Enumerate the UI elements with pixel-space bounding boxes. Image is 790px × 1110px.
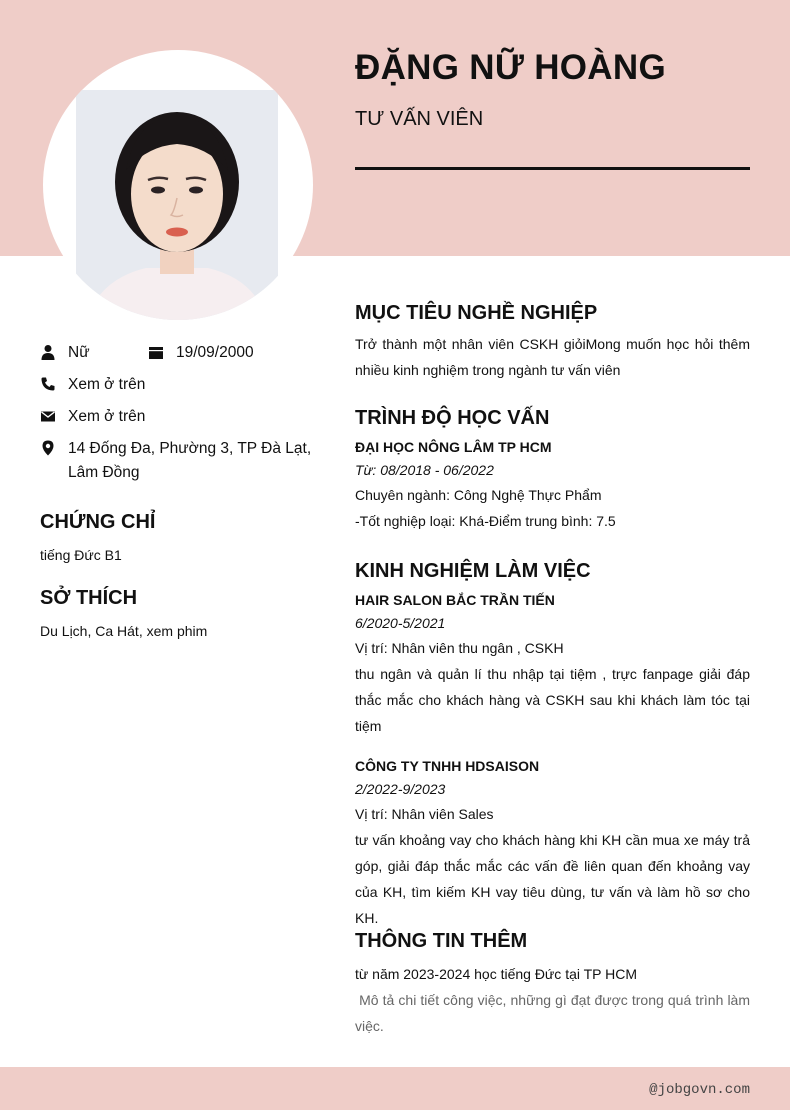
mail-icon — [40, 408, 56, 424]
hobbies-content: Du Lịch, Ca Hát, xem phim — [40, 623, 208, 639]
objective-title: MỤC TIÊU NGHỀ NGHIỆP — [355, 302, 598, 324]
experience-position: Vị trí: Nhân viên Sales — [355, 806, 494, 822]
experience-title: KINH NGHIỆM LÀM VIỆC — [355, 560, 591, 582]
experience-period: 2/2022-9/2023 — [355, 781, 446, 797]
education-grade: -Tốt nghiệp loại: Khá-Điểm trung bình: 7.5 — [355, 513, 616, 529]
gender-value: Nữ — [68, 344, 90, 361]
certificates-title: CHỨNG CHỈ — [40, 511, 156, 533]
calendar-icon — [148, 344, 164, 360]
experience-item — [355, 755, 750, 931]
address-row — [40, 437, 330, 485]
phone-icon — [40, 376, 56, 392]
email-row — [40, 405, 145, 429]
footer-brand: @jobgovn.com — [649, 1082, 750, 1098]
candidate-name: ĐẶNG NỮ HOÀNG — [355, 48, 666, 87]
profile-photo — [76, 90, 278, 320]
experience-position: Vị trí: Nhân viên thu ngân , CSKH — [355, 640, 564, 656]
email-value: Xem ở trên — [68, 408, 146, 425]
user-icon — [40, 344, 56, 360]
objective-section — [355, 302, 750, 383]
header-divider — [355, 167, 750, 170]
education-title: TRÌNH ĐỘ HỌC VẤN — [355, 407, 550, 429]
education-major: Chuyên ngành: Công Nghệ Thực Phẩm — [355, 487, 602, 503]
candidate-role: TƯ VẤN VIÊN — [355, 108, 484, 130]
experience-description: tư vấn khoảng vay cho khách hàng khi KH cần mua xe máy trả góp, giải đáp thắc mắc các vấn đề liên quan đến khoảng vay của KH, tìm kiếm KH vay tiêu dùng, tư vấn và làm hồ sơ cho KH. — [355, 832, 750, 926]
education-period: Từ: 08/2018 - 06/2022 — [355, 462, 494, 478]
additional-section — [355, 930, 754, 1039]
phone-row — [40, 373, 145, 397]
additional-line: từ năm 2023-2024 học tiếng Đức tại TP HCM — [355, 966, 638, 982]
hobbies-title: SỞ THÍCH — [40, 587, 138, 609]
certificates-content: tiếng Đức B1 — [40, 547, 122, 563]
education-section — [355, 407, 750, 534]
objective-content: Trở thành một nhân viên CSKH giỏiMong muốn học hỏi thêm nhiều kinh nghiệm trong ngành tư vấn viên — [355, 336, 750, 378]
additional-description: Mô tả chi tiết công việc, những gì đạt được trong quá trình làm việc. — [355, 992, 754, 1034]
experience-section — [355, 560, 750, 931]
birthdate-row — [148, 341, 254, 365]
experience-company: CÔNG TY TNHH HDSAISON — [355, 758, 540, 774]
additional-title: THÔNG TIN THÊM — [355, 930, 528, 952]
gender-row — [40, 341, 90, 365]
address-value: 14 Đống Đa, Phường 3, TP Đà Lạt, Lâm Đồng — [68, 440, 312, 481]
experience-period: 6/2020-5/2021 — [355, 615, 446, 631]
education-school: ĐẠI HỌC NÔNG LÂM TP HCM — [355, 439, 552, 455]
location-pin-icon — [40, 440, 56, 456]
experience-company: HAIR SALON BẮC TRẦN TIẾN — [355, 592, 555, 608]
phone-value: Xem ở trên — [68, 376, 146, 393]
experience-description: thu ngân và quản lí thu nhập tại tiệm , trực fanpage giải đáp thắc mắc cho khách hàng và CSKH sau khi khách làm tóc tại tiệm — [355, 666, 750, 734]
experience-item — [355, 589, 750, 739]
birthdate-value: 19/09/2000 — [176, 344, 254, 361]
profile-photo-circle — [43, 50, 313, 320]
